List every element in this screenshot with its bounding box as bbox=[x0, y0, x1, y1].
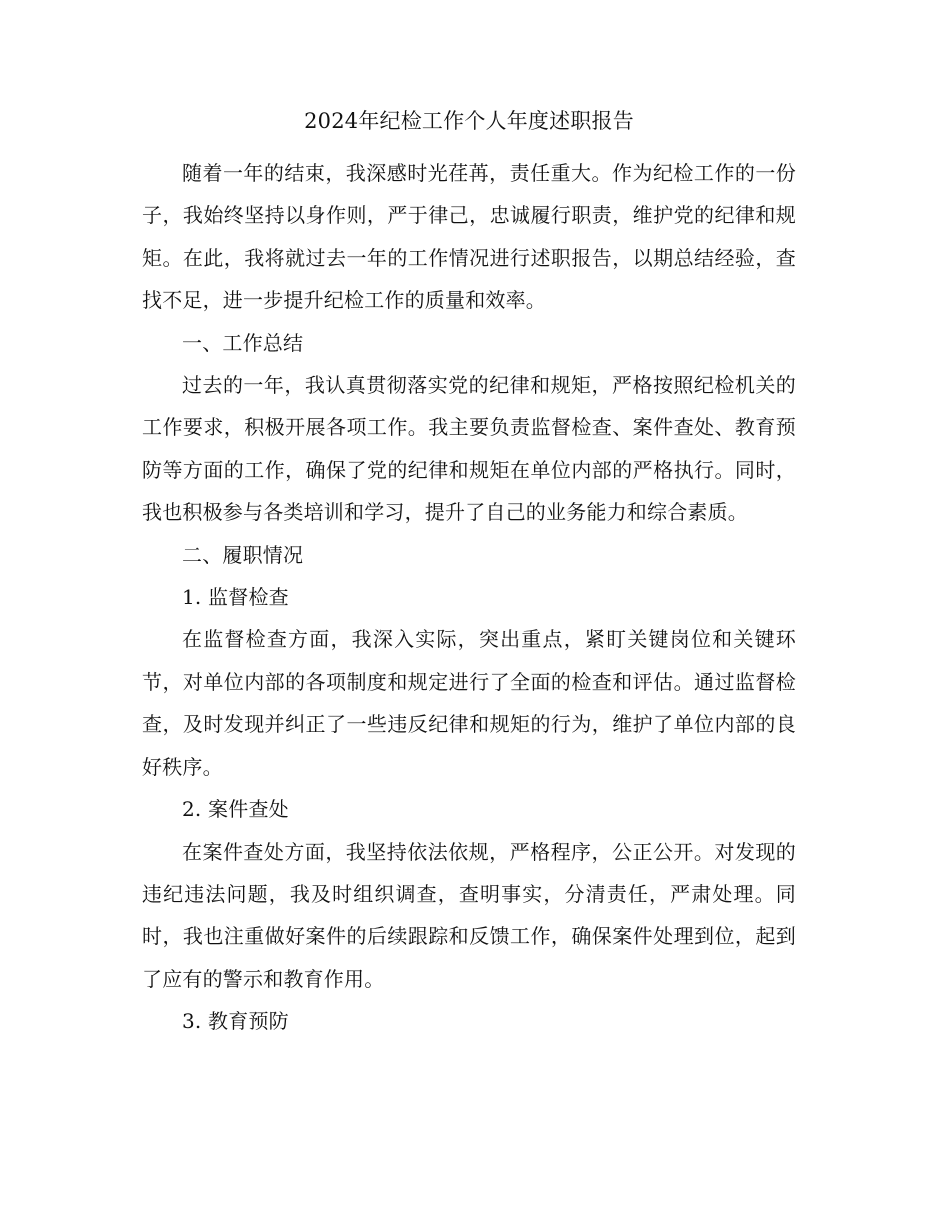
case-investigation-paragraph: 在案件查处方面，我坚持依法依规，严格程序，公正公开。对发现的违纪违法问题，我及时组织调查，查明事实，分清责任，严肃处理。同时，我也注重做好案件的后续跟踪和反馈工作，确保案件处理到位，起到了应有的警示和教育作用。 bbox=[142, 839, 796, 991]
work-summary-paragraph: 过去的一年，我认真贯彻落实党的纪律和规矩，严格按照纪检机关的工作要求，积极开展各项工作。我主要负责监督检查、案件查处、教育预防等方面的工作，确保了党的纪律和规矩在单位内部的严格执行。同时，我也积极参与各类培训和学习，提升了自己的业务能力和综合素质。 bbox=[142, 373, 796, 525]
subheading-case-investigation: 2. 案件查处 bbox=[182, 797, 289, 822]
subheading-education-prevention: 3. 教育预防 bbox=[182, 1009, 289, 1034]
document-page bbox=[142, 100, 796, 1043]
document-title: 2024年纪检工作个人年度述职报告 bbox=[304, 109, 634, 133]
supervision-inspection-paragraph: 在监督检查方面，我深入实际，突出重点，紧盯关键岗位和关键环节，对单位内部的各项制度和规定进行了全面的检查和评估。通过监督检查，及时发现并纠正了一些违反纪律和规矩的行为，维护了单位内部的良好秩序。 bbox=[142, 627, 796, 779]
section-heading-duty-performance: 二、履职情况 bbox=[182, 542, 304, 567]
intro-paragraph: 随着一年的结束，我深感时光荏苒，责任重大。作为纪检工作的一份子，我始终坚持以身作则，严于律己，忠诚履行职责，维护党的纪律和规矩。在此，我将就过去一年的工作情况进行述职报告，以期总结经验，查找不足，进一步提升纪检工作的质量和效率。 bbox=[142, 161, 796, 313]
section-heading-work-summary: 一、工作总结 bbox=[182, 330, 304, 355]
subheading-supervision-inspection: 1. 监督检查 bbox=[182, 585, 289, 610]
